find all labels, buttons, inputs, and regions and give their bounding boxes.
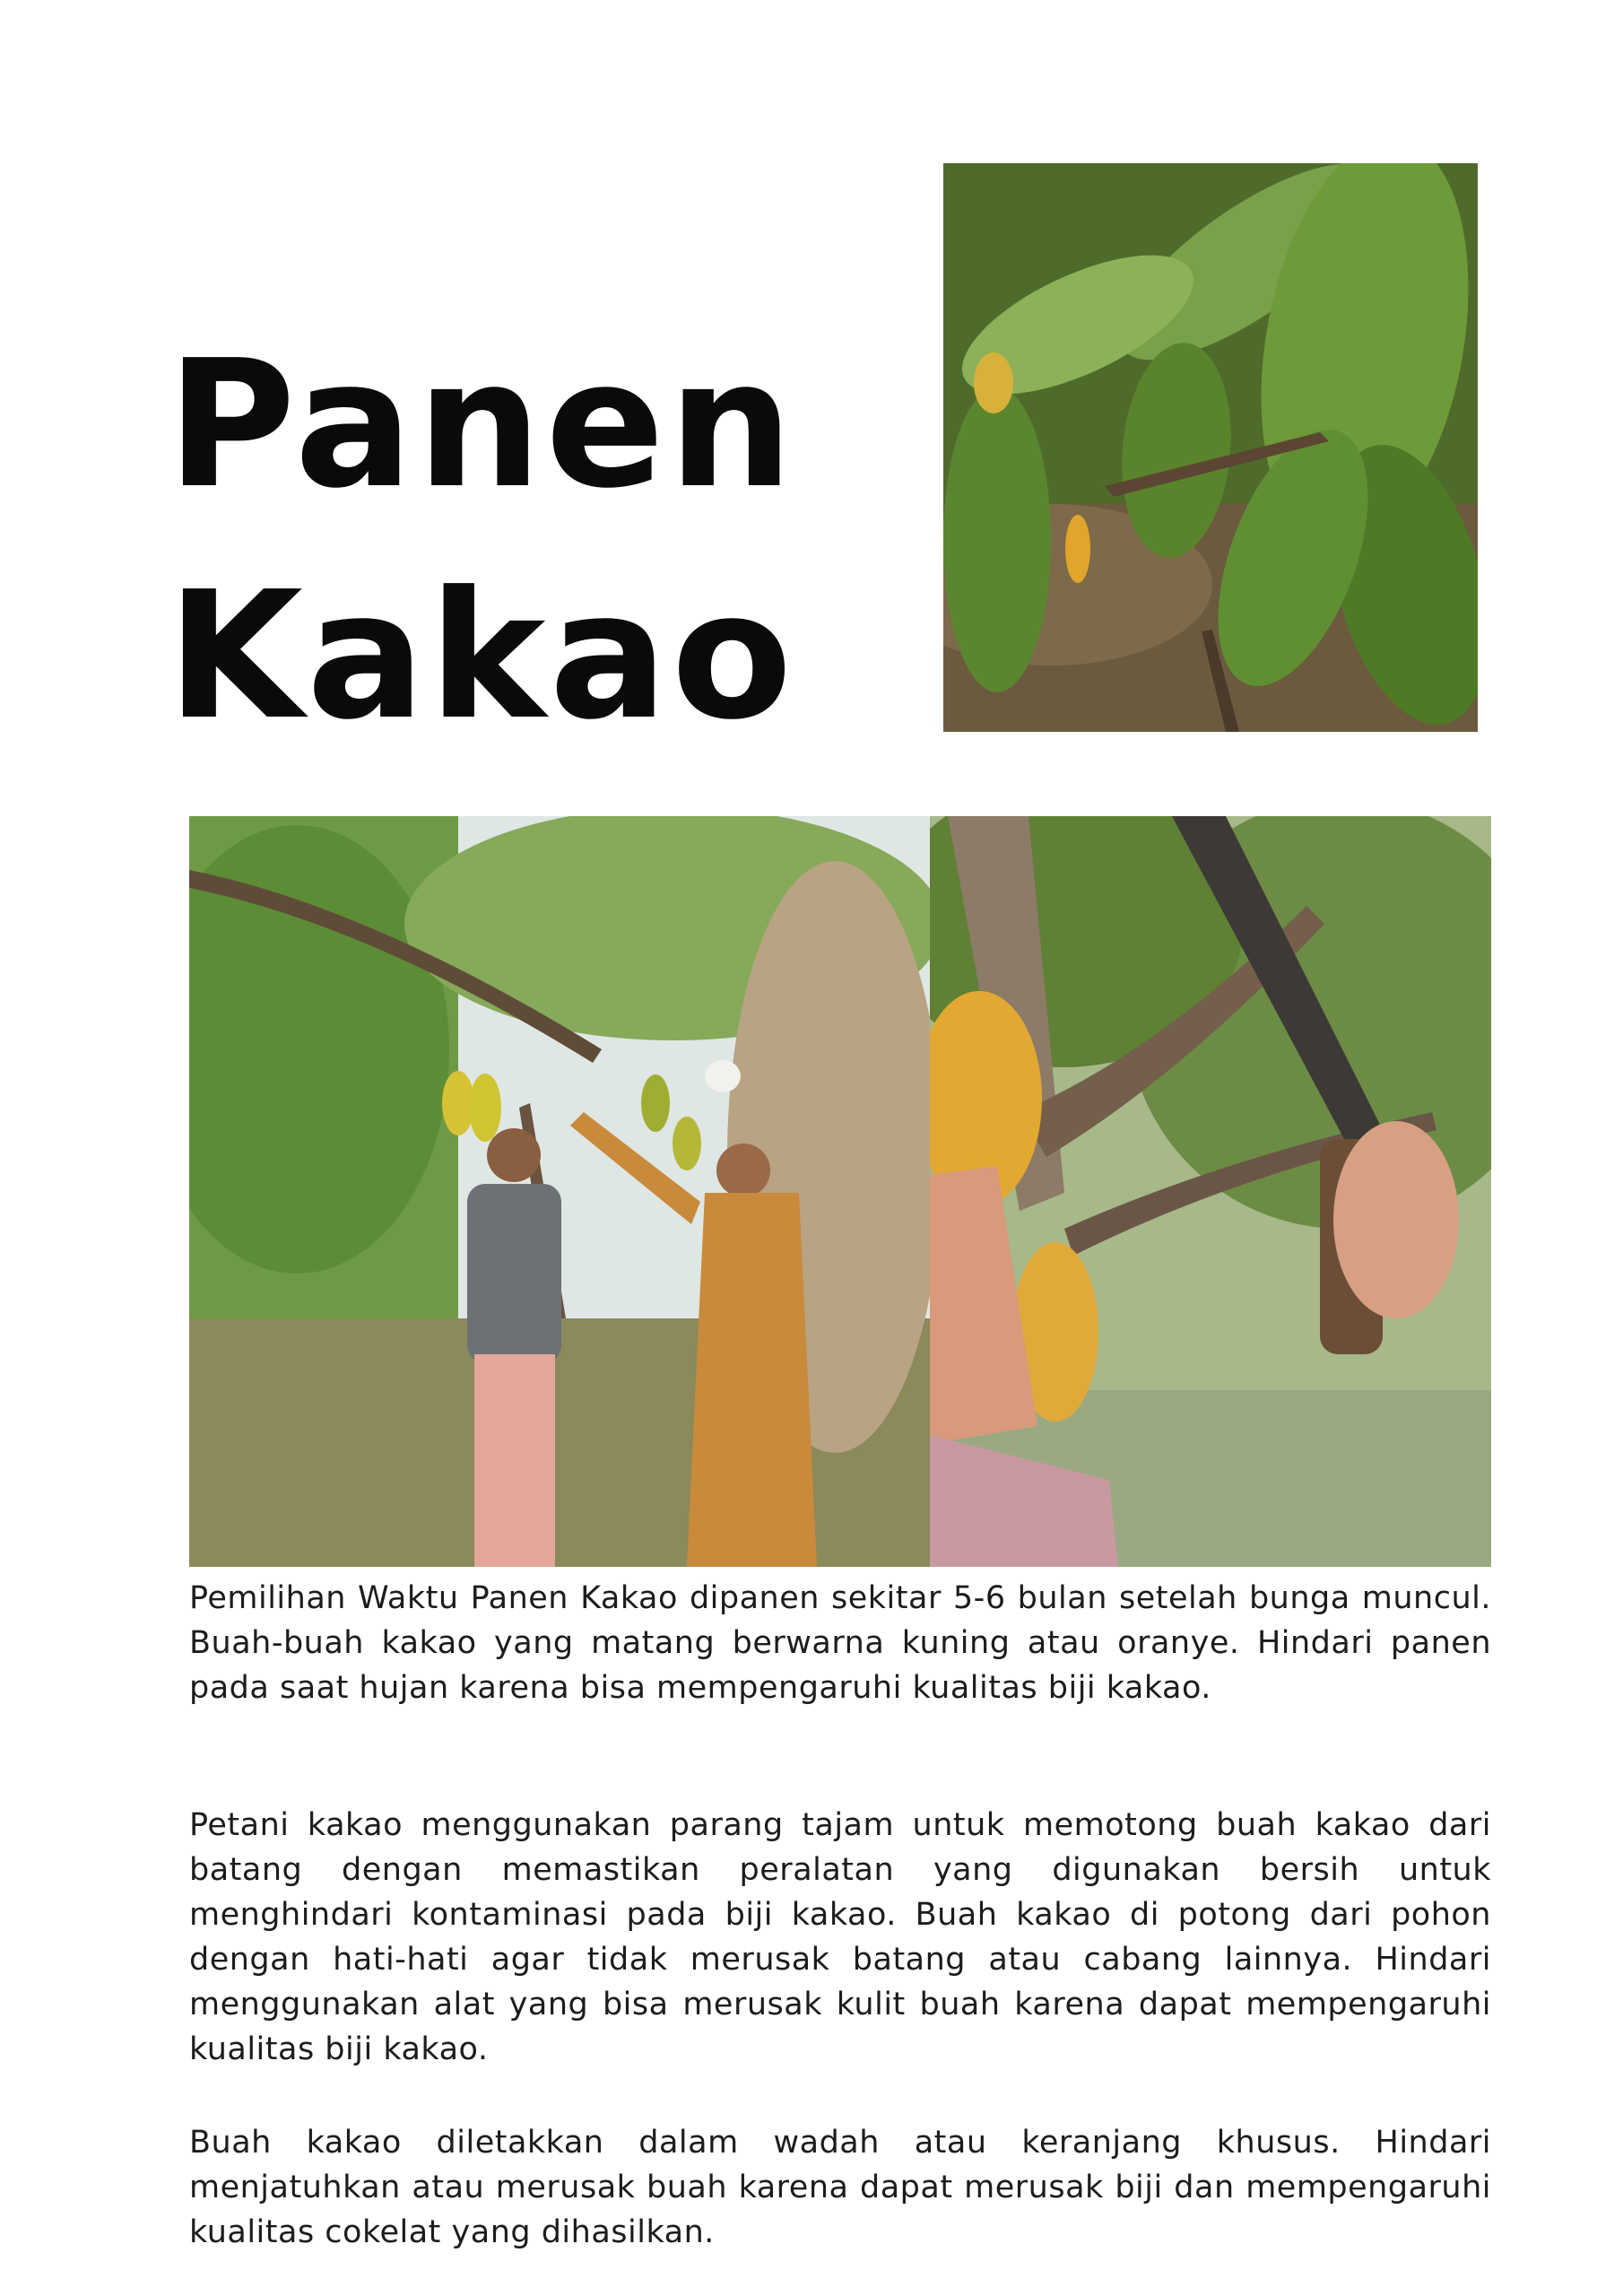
paragraph-storage: Buah kakao diletakkan dalam wadah atau keranjang khusus. Hindari menjatuhkan atau merusak buah karena dapat merusak biji dan mempengaruhi kualitas cokelat yang dihasilkan.: [189, 2125, 1491, 2250]
paragraph-cutting-method: Petani kakao menggunakan parang tajam untuk memotong buah kakao dari batang dengan memastikan peralatan yang digunakan bersih untuk menghindari kontaminasi pada biji kakao. Buah kakao di potong dari pohon dengan hati-hati agar tidak merusak batang atau cabang lainnya. Hindari menggunakan alat yang bisa merusak kulit buah karena dapat mempengaruhi kualitas biji kakao.: [189, 1807, 1491, 2067]
paragraph-harvest-timing: Pemilihan Waktu Panen Kakao dipanen sekitar 5-6 bulan setelah bunga muncul. Buah-buah kakao yang matang berwarna kuning atau oranye. Hindari panen pada saat hujan karena bisa mempengaruhi kualitas biji kakao.: [189, 1580, 1491, 1706]
cutting-pod-photo: [930, 816, 1491, 1567]
page-title: [167, 309, 797, 772]
title-line-2: Kakao: [167, 554, 796, 759]
farmers-harvest-photo: [189, 816, 930, 1567]
cacao-leaves-photo: [943, 163, 1478, 732]
title-line-1: Panen: [167, 323, 797, 527]
